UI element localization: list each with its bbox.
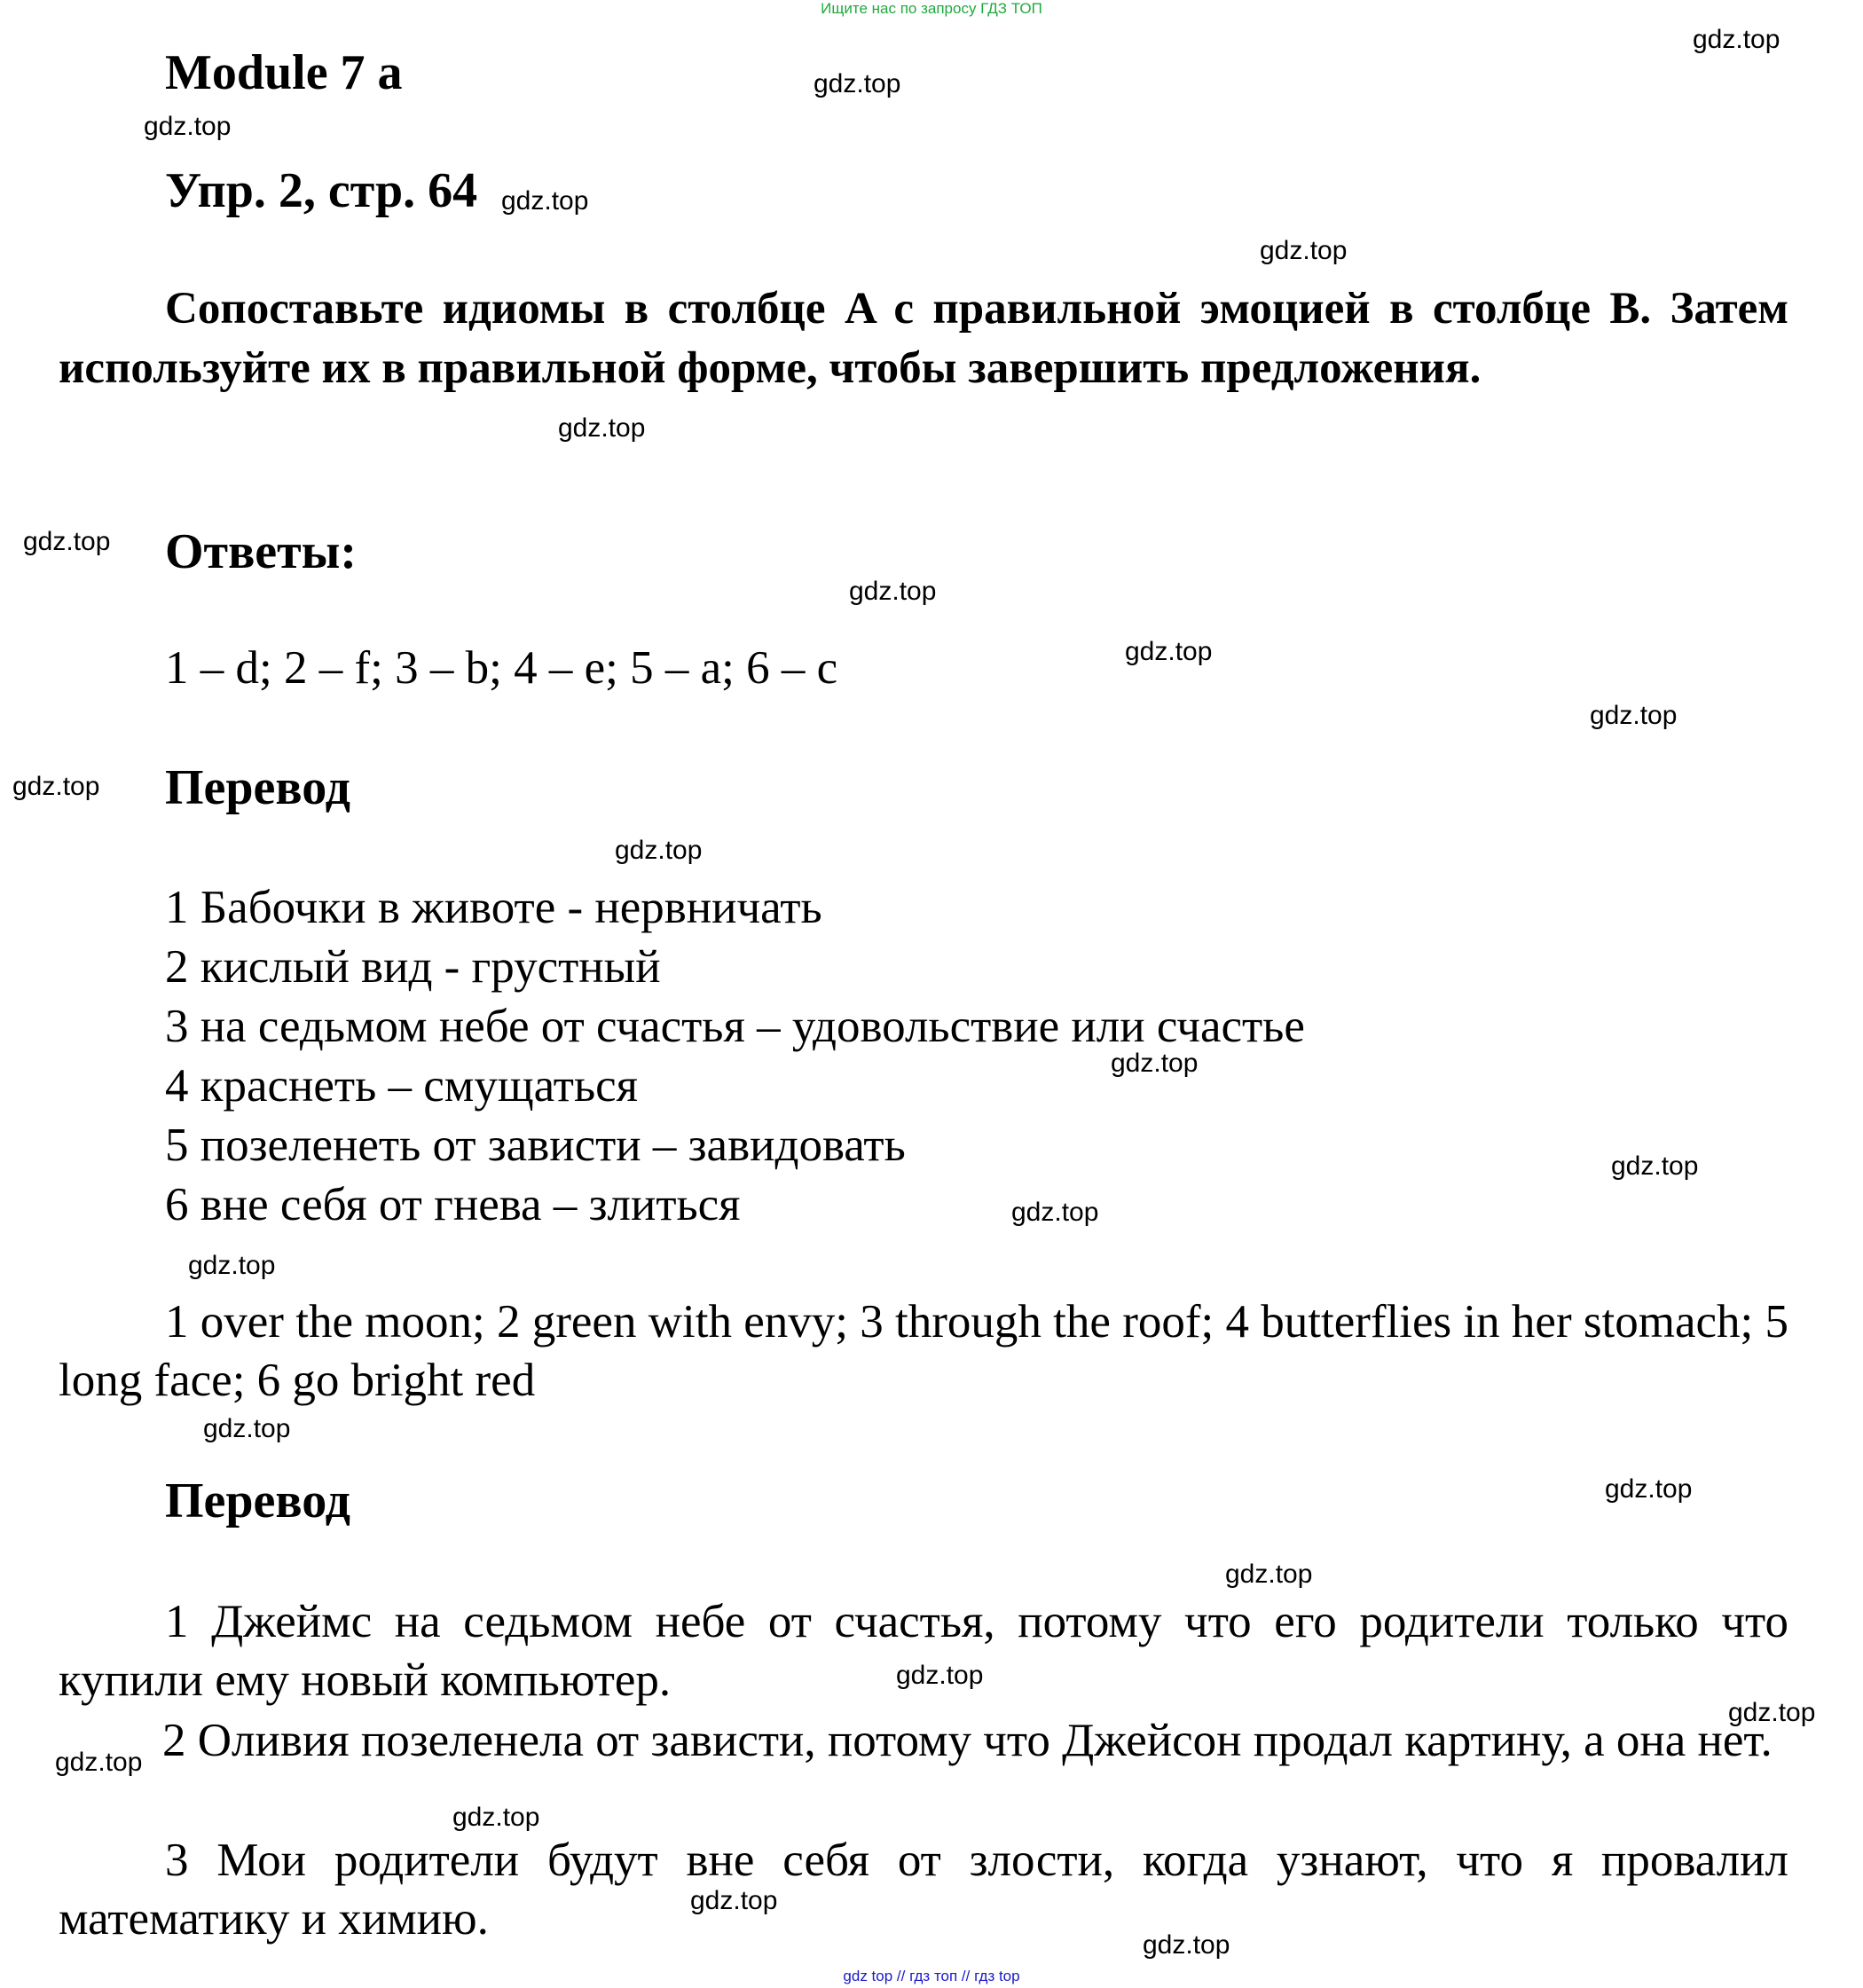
watermark: gdz.top	[849, 577, 937, 606]
module-title: Module 7 a	[165, 45, 403, 100]
list-item: 2 Оливия позеленела от зависти, потому что Джейсон продал картину, а она нет.	[162, 1715, 1773, 1766]
watermark: gdz.top	[452, 1803, 540, 1832]
answers-line: 1 – d; 2 – f; 3 – b; 4 – e; 5 – a; 6 – c	[165, 642, 838, 694]
watermark: gdz.top	[1125, 637, 1213, 666]
watermark: gdz.top	[558, 413, 646, 443]
list-item: 1 Джеймс на седьмом небе от счастья, потому что его родители только что купили ему новый компьютер.	[59, 1596, 1788, 1706]
watermark: gdz.top	[1611, 1151, 1699, 1181]
watermark: gdz.top	[1728, 1698, 1816, 1727]
answers-paragraph: 1 over the moon; 2 green with envy; 3 through the roof; 4 butterflies in her stomach; 5 long face; 6 go bright red	[59, 1296, 1788, 1406]
watermark: gdz.top	[203, 1414, 291, 1443]
watermark: gdz.top	[1605, 1474, 1693, 1504]
watermark: gdz.top	[12, 772, 100, 801]
watermark: gdz.top	[1111, 1049, 1199, 1078]
watermark: gdz.top	[188, 1251, 276, 1280]
list-item: 3 на седьмом небе от счастья – удовольствие или счастье	[165, 1001, 1305, 1052]
watermark: gdz.top	[1011, 1198, 1099, 1227]
watermark: gdz.top	[1693, 25, 1780, 54]
watermark: gdz.top	[1260, 236, 1348, 265]
watermark: gdz.top	[615, 836, 703, 865]
translation-heading: Перевод	[165, 1473, 350, 1528]
watermark: gdz.top	[1590, 701, 1678, 730]
exercise-title: Упр. 2, стр. 64	[165, 163, 478, 218]
watermark: gdz.top	[501, 186, 589, 216]
top-banner: Ищите нас по запросу ГДЗ ТОП	[821, 0, 1042, 17]
watermark: gdz.top	[1143, 1930, 1230, 1960]
list-item: 1 Бабочки в животе - нервничать	[165, 882, 822, 933]
list-item: 4 краснеть – смущаться	[165, 1060, 639, 1112]
watermark: gdz.top	[690, 1886, 778, 1915]
list-item: 6 вне себя от гнева – злиться	[165, 1179, 741, 1230]
watermark: gdz.top	[1225, 1560, 1313, 1589]
watermark: gdz.top	[55, 1748, 143, 1777]
answers-heading: Ответы:	[165, 524, 358, 579]
list-item: 3 Мои родители будут вне себя от злости, когда узнают, что я провалил математику и химию.	[59, 1835, 1788, 1945]
watermark: gdz.top	[144, 112, 232, 141]
translation-heading: Перевод	[165, 760, 350, 815]
watermark: gdz.top	[896, 1661, 984, 1690]
list-item: 2 кислый вид - грустный	[165, 941, 661, 993]
list-item: 5 позеленеть от зависти – завидовать	[165, 1120, 906, 1171]
watermark: gdz.top	[814, 69, 901, 98]
watermark: gdz.top	[23, 527, 111, 556]
bottom-bar: gdz top // гдз топ // гдз top	[843, 1968, 1020, 1984]
task-text: Сопоставьте идиомы в столбце A с правильной эмоцией в столбце B. Затем используйте их в правильной форме, чтобы завершить предложения.	[59, 284, 1788, 393]
